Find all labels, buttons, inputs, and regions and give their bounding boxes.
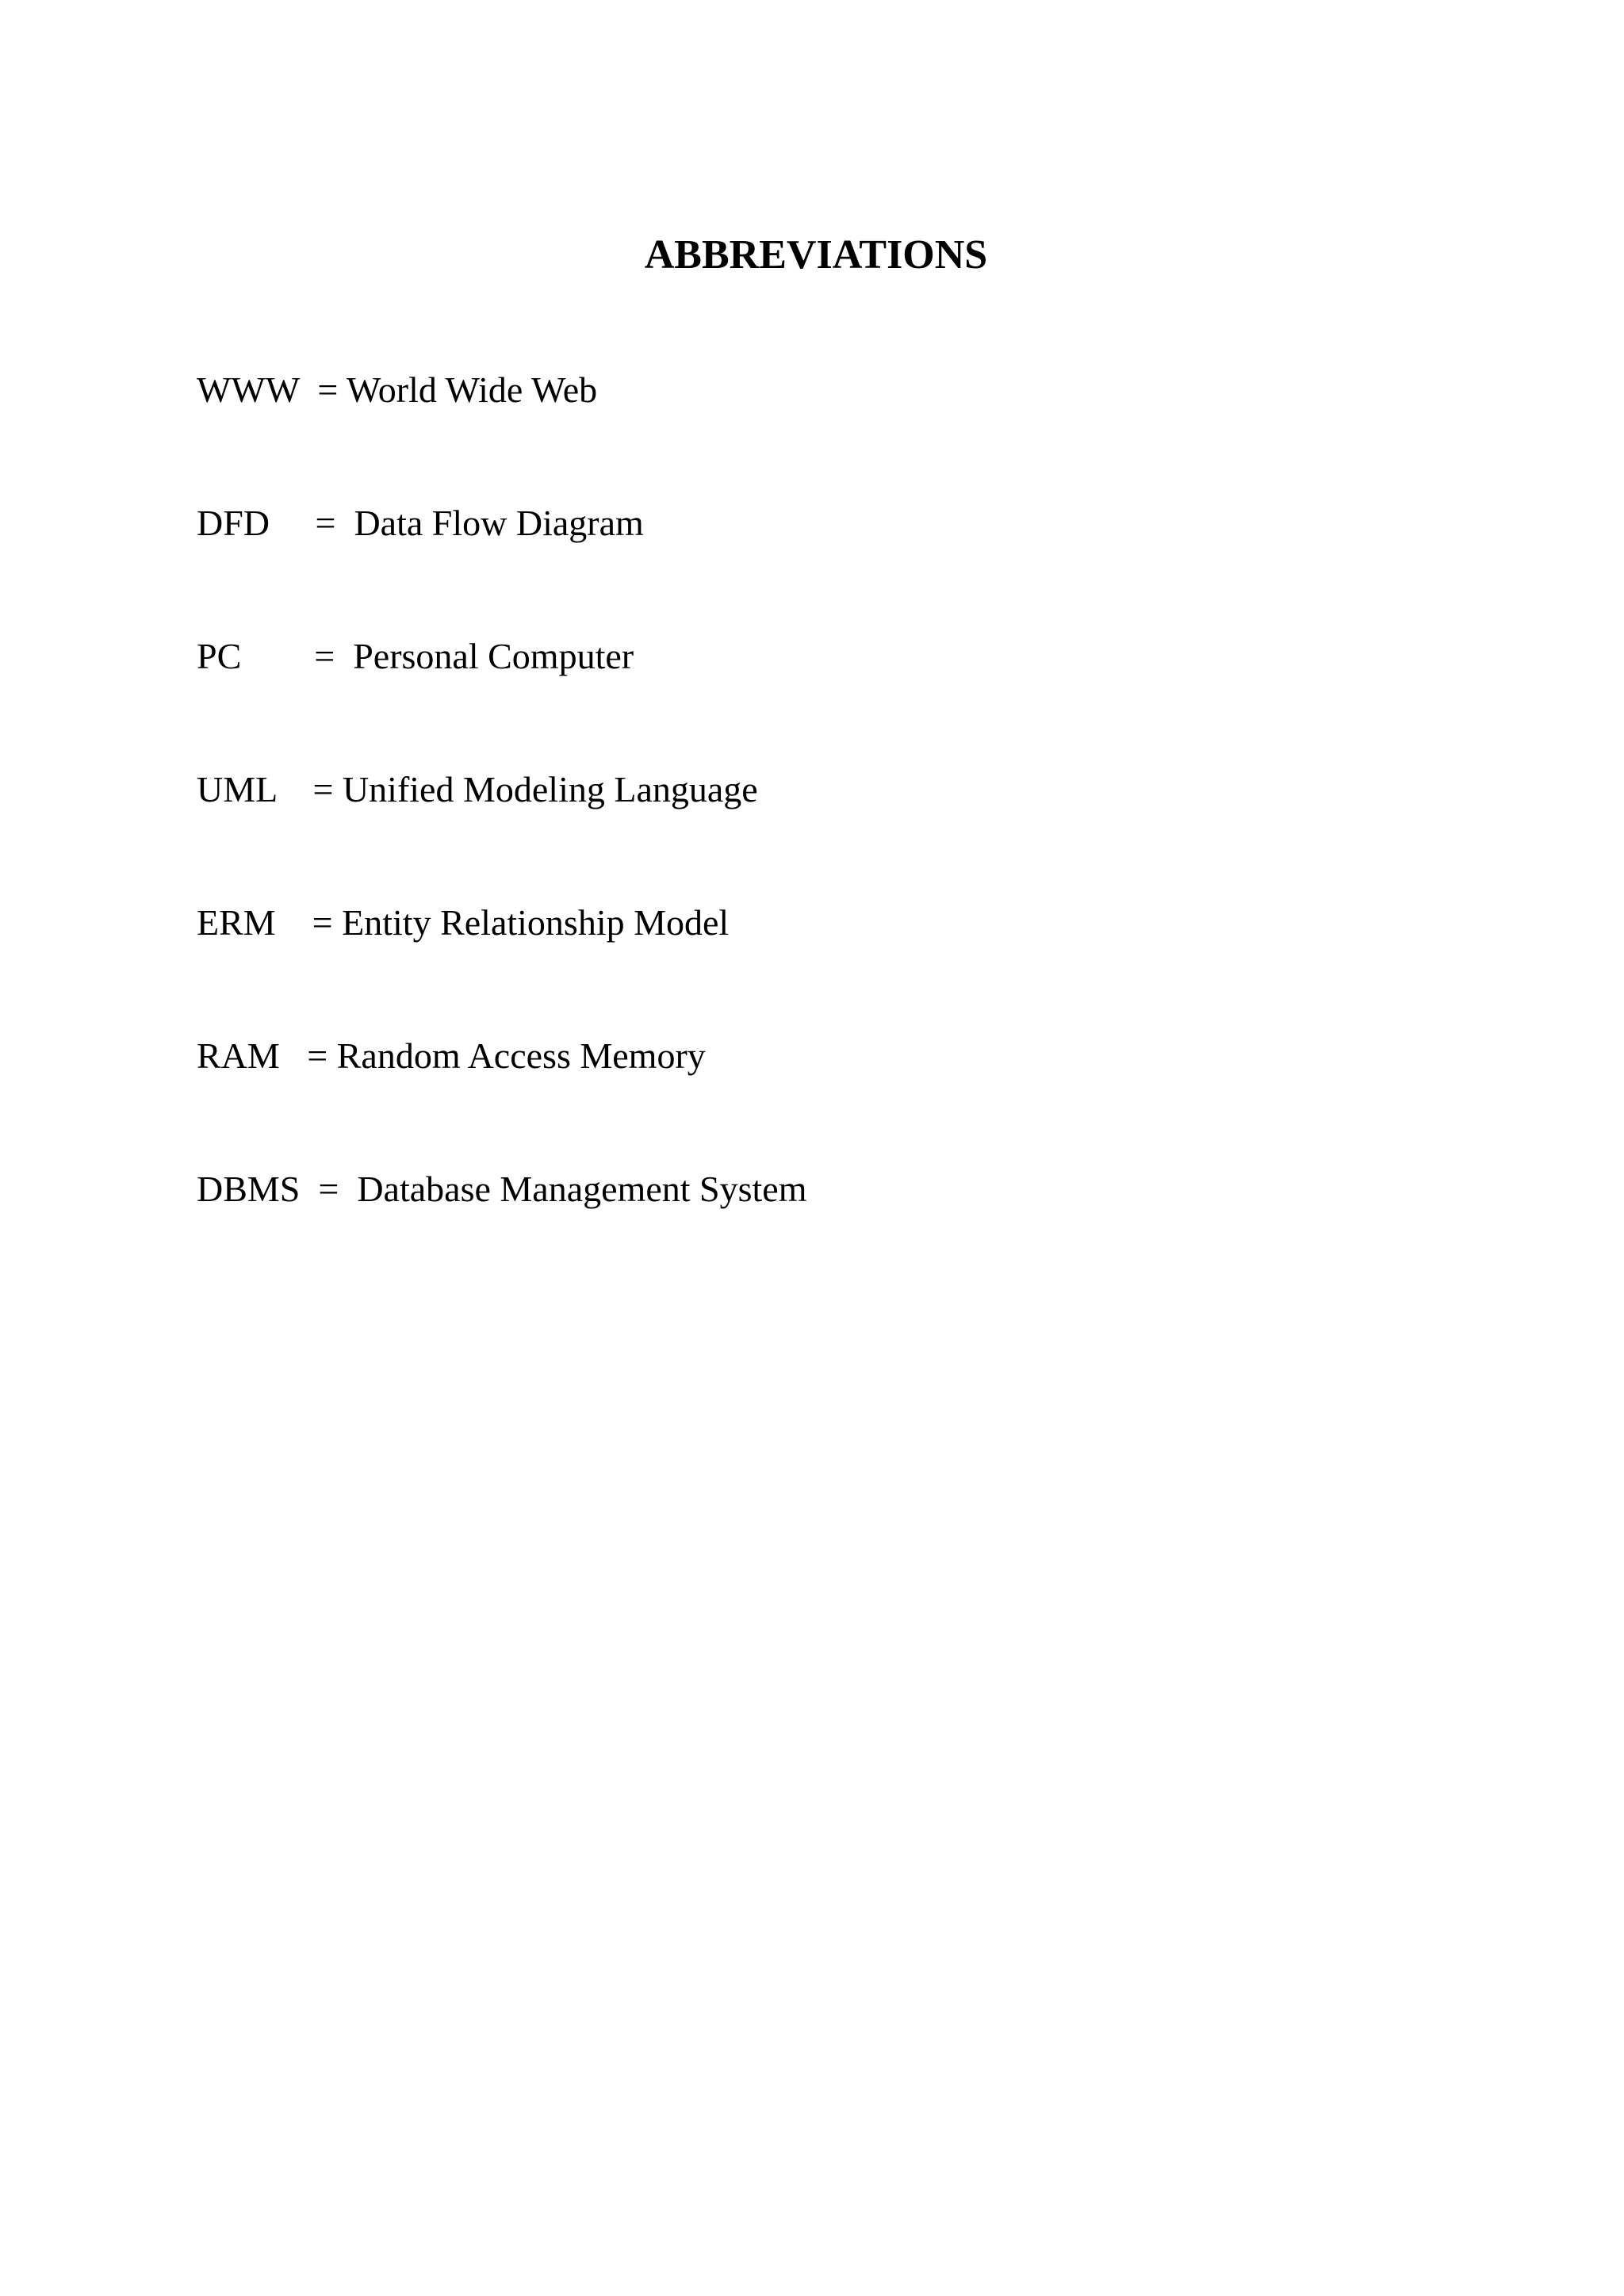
abbreviation-item — [197, 1034, 807, 1078]
abbreviation-text: WWW = World Wide Web — [197, 369, 598, 410]
abbreviation-item — [197, 767, 807, 812]
abbreviation-text: ERM = Entity Relationship Model — [197, 902, 730, 943]
page-title-text: ABBREVIATIONS — [644, 232, 988, 277]
abbreviation-text: RAM = Random Access Memory — [197, 1035, 706, 1076]
page-title — [0, 232, 1624, 279]
abbreviation-item — [197, 368, 807, 412]
abbreviation-text: DBMS = Database Management System — [197, 1169, 807, 1209]
abbreviation-text: UML = Unified Modeling Language — [197, 769, 758, 809]
abbreviation-item — [197, 901, 807, 945]
abbreviation-text: PC = Personal Computer — [197, 636, 634, 676]
abbreviation-text: DFD = Data Flow Diagram — [197, 503, 644, 543]
abbreviation-item — [197, 1167, 807, 1211]
abbreviation-item — [197, 634, 807, 679]
abbreviation-item — [197, 501, 807, 545]
abbreviation-list — [197, 279, 807, 1300]
